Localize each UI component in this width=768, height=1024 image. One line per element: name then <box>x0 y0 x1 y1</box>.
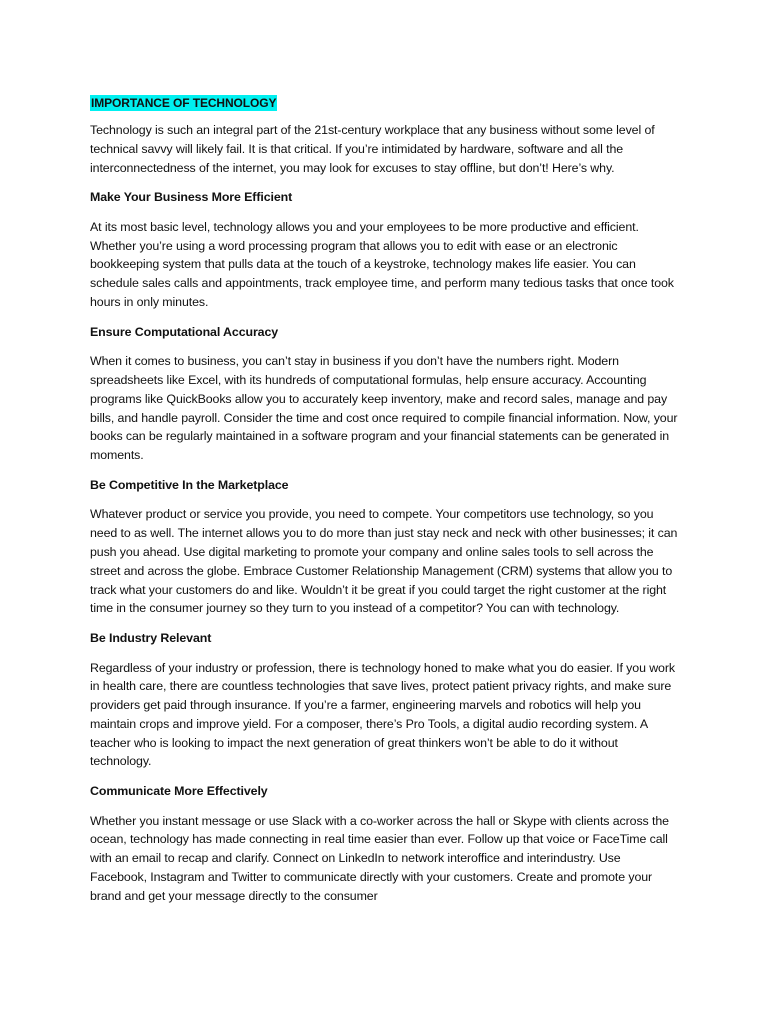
section-body-communicate: Whether you instant message or use Slack with a co-worker across the hall or Skype with clients across the ocean, technology has made connecting in real time easier than ever. Follow up that voice or FaceTime call with an email to recap and clarify. Connect on LinkedIn to network interoffice and interindustry. Use Facebook, Instagram and Twitter to communicate directly with your customers. Create and promote your brand and get your message directly to the consumer <box>90 813 669 903</box>
section-body-competitive: Whatever product or service you provide, you need to compete. Your competitors use technology, so you need to as well. The internet allows you to do more than just stay neck and neck with other businesses; it can push you ahead. Use digital marketing to promote your company and online sales tools to sell across the street and across the globe. Embrace Customer Relationship Management (CRM) systems that allow you to track what your customers do and like. Wouldn’t it be great if you could target the right customer at the right time in the consumer journey so they turn to you instead of a competitor? You can with technology. <box>90 507 678 616</box>
section-body-accuracy: When it comes to business, you can’t stay in business if you don’t have the numbers right. Modern spreadsheets like Excel, with its hundreds of computational formulas, help ensure accuracy. Accounting programs like QuickBooks allow you to accurately keep inventory, make and record sales, manage and pay bills, and handle payroll. Consider the time and cost once required to compile financial information. Now, your books can be regularly maintained in a software program and your financial statements can be generated in moments. <box>90 354 678 463</box>
document-title: IMPORTANCE OF TECHNOLOGY <box>91 96 277 110</box>
title-wrap <box>90 94 680 112</box>
section-heading-competitive: Be Competitive In the Marketplace <box>90 477 289 492</box>
section-body-efficient: At its most basic level, technology allows you and your employees to be more productive and efficient. Whether you’re using a word processing program that allows you to edit with ease or an electronic bookkeeping system that pulls data at the touch of a keystroke, technology makes life easier. You can schedule sales calls and appointments, track employee time, and perform many tedious tasks that once took hours in only minutes. <box>90 219 674 309</box>
section-heading-efficient: Make Your Business More Efficient <box>90 190 293 205</box>
intro-paragraph: Technology is such an integral part of the 21st-century workplace that any business without some level of technical savvy will likely fail. It is that critical. If you’re intimidated by hardware, software and all the interconnectedness of the internet, you may look for excuses to stay offline, but don’t! Here’s why. <box>90 123 655 175</box>
section-heading-relevant: Be Industry Relevant <box>90 630 212 645</box>
section-body-relevant: Regardless of your industry or profession, there is technology honed to make what you do easier. If you work in health care, there are countless technologies that save lives, protect patient privacy rights, and make sure providers get paid through insurance. If you’re a farmer, engineering marvels and robotics will help you maintain crops and improve yield. For a composer, there’s Pro Tools, a digital audio recording system. A teacher who is looking to impact the next generation of great thinkers won’t be able to do it without technology. <box>90 660 675 769</box>
section-heading-accuracy: Ensure Computational Accuracy <box>90 324 279 339</box>
section-heading-communicate: Communicate More Effectively <box>90 784 268 799</box>
